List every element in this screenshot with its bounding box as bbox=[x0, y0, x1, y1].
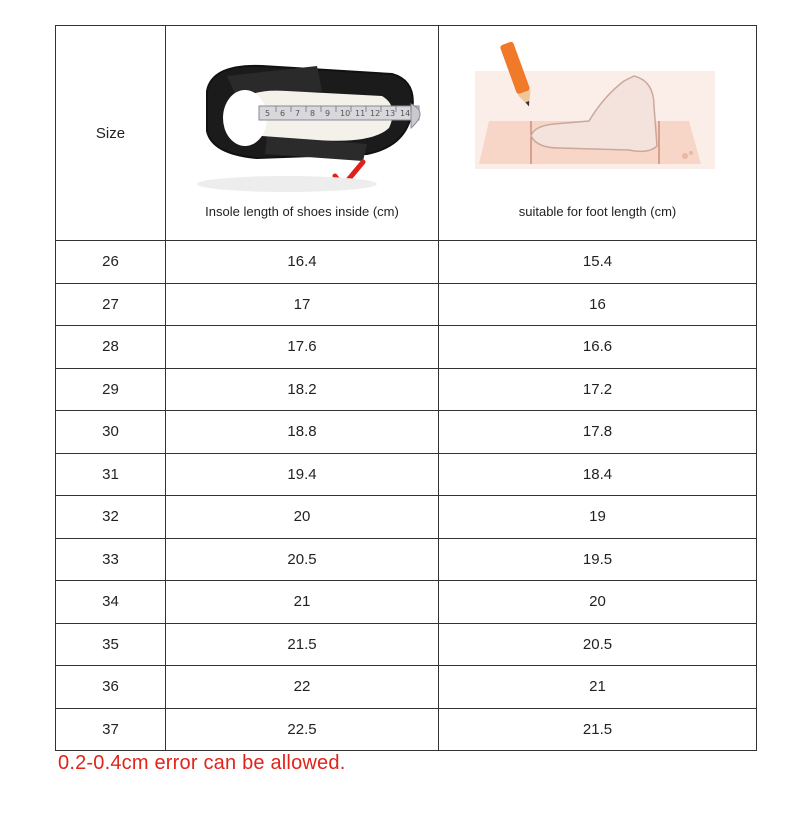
size-cell: 27 bbox=[56, 283, 166, 326]
table-row bbox=[56, 496, 757, 539]
foot-length-cell: 17.2 bbox=[439, 368, 757, 411]
error-note: 0.2-0.4cm error can be allowed. bbox=[58, 752, 346, 774]
size-header: Size bbox=[56, 26, 166, 241]
foot-length-cell: 19 bbox=[439, 496, 757, 539]
foot-length-cell: 15.4 bbox=[439, 241, 757, 284]
shoe-insole-measure-image bbox=[166, 36, 438, 196]
tape-digit: 12 bbox=[369, 109, 380, 118]
insole-length-cell: 22 bbox=[166, 666, 439, 709]
tape-digit: 8 bbox=[309, 109, 315, 118]
foot-length-cell: 21 bbox=[439, 666, 757, 709]
foot-length-cell: 20 bbox=[439, 581, 757, 624]
insole-header bbox=[166, 26, 439, 241]
size-cell: 29 bbox=[56, 368, 166, 411]
size-cell: 26 bbox=[56, 241, 166, 284]
table-row bbox=[56, 453, 757, 496]
insole-length-cell: 20.5 bbox=[166, 538, 439, 581]
table-row bbox=[56, 581, 757, 624]
foot-length-cell: 20.5 bbox=[439, 623, 757, 666]
size-cell: 36 bbox=[56, 666, 166, 709]
size-cell: 37 bbox=[56, 708, 166, 751]
header-row bbox=[56, 26, 757, 241]
table-row bbox=[56, 708, 757, 751]
table-row bbox=[56, 241, 757, 284]
insole-length-cell: 16.4 bbox=[166, 241, 439, 284]
tape-digit: 6 bbox=[279, 109, 285, 118]
insole-length-cell: 21 bbox=[166, 581, 439, 624]
size-cell: 28 bbox=[56, 326, 166, 369]
size-cell: 33 bbox=[56, 538, 166, 581]
table-row bbox=[56, 411, 757, 454]
size-cell: 34 bbox=[56, 581, 166, 624]
tape-digit: 9 bbox=[324, 109, 330, 118]
insole-length-cell: 19.4 bbox=[166, 453, 439, 496]
foot-measure-image bbox=[439, 36, 756, 196]
insole-caption: Insole length of shoes inside (cm) bbox=[205, 204, 399, 219]
foot-header bbox=[439, 26, 757, 241]
size-cell: 31 bbox=[56, 453, 166, 496]
foot-length-cell: 19.5 bbox=[439, 538, 757, 581]
tape-digit: 13 bbox=[384, 109, 395, 118]
foot-length-cell: 16 bbox=[439, 283, 757, 326]
table-row bbox=[56, 283, 757, 326]
foot-caption: suitable for foot length (cm) bbox=[518, 204, 677, 219]
tape-digit: 14 bbox=[399, 109, 410, 118]
insole-length-cell: 18.2 bbox=[166, 368, 439, 411]
tape-digit: 11 bbox=[354, 109, 365, 118]
insole-length-cell: 20 bbox=[166, 496, 439, 539]
foot-length-cell: 17.8 bbox=[439, 411, 757, 454]
size-chart-table bbox=[55, 25, 757, 751]
table-row bbox=[56, 623, 757, 666]
tape-digit: 5 bbox=[264, 109, 270, 118]
tape-digit: 7 bbox=[294, 109, 300, 118]
foot-length-cell: 21.5 bbox=[439, 708, 757, 751]
insole-length-cell: 18.8 bbox=[166, 411, 439, 454]
insole-length-cell: 17 bbox=[166, 283, 439, 326]
table-row bbox=[56, 326, 757, 369]
insole-length-cell: 17.6 bbox=[166, 326, 439, 369]
table-row bbox=[56, 666, 757, 709]
size-cell: 35 bbox=[56, 623, 166, 666]
table-row bbox=[56, 368, 757, 411]
insole-length-cell: 21.5 bbox=[166, 623, 439, 666]
insole-length-cell: 22.5 bbox=[166, 708, 439, 751]
foot-length-cell: 16.6 bbox=[439, 326, 757, 369]
tape-digit: 10 bbox=[339, 109, 350, 118]
size-cell: 32 bbox=[56, 496, 166, 539]
table-row bbox=[56, 538, 757, 581]
foot-length-cell: 18.4 bbox=[439, 453, 757, 496]
size-cell: 30 bbox=[56, 411, 166, 454]
